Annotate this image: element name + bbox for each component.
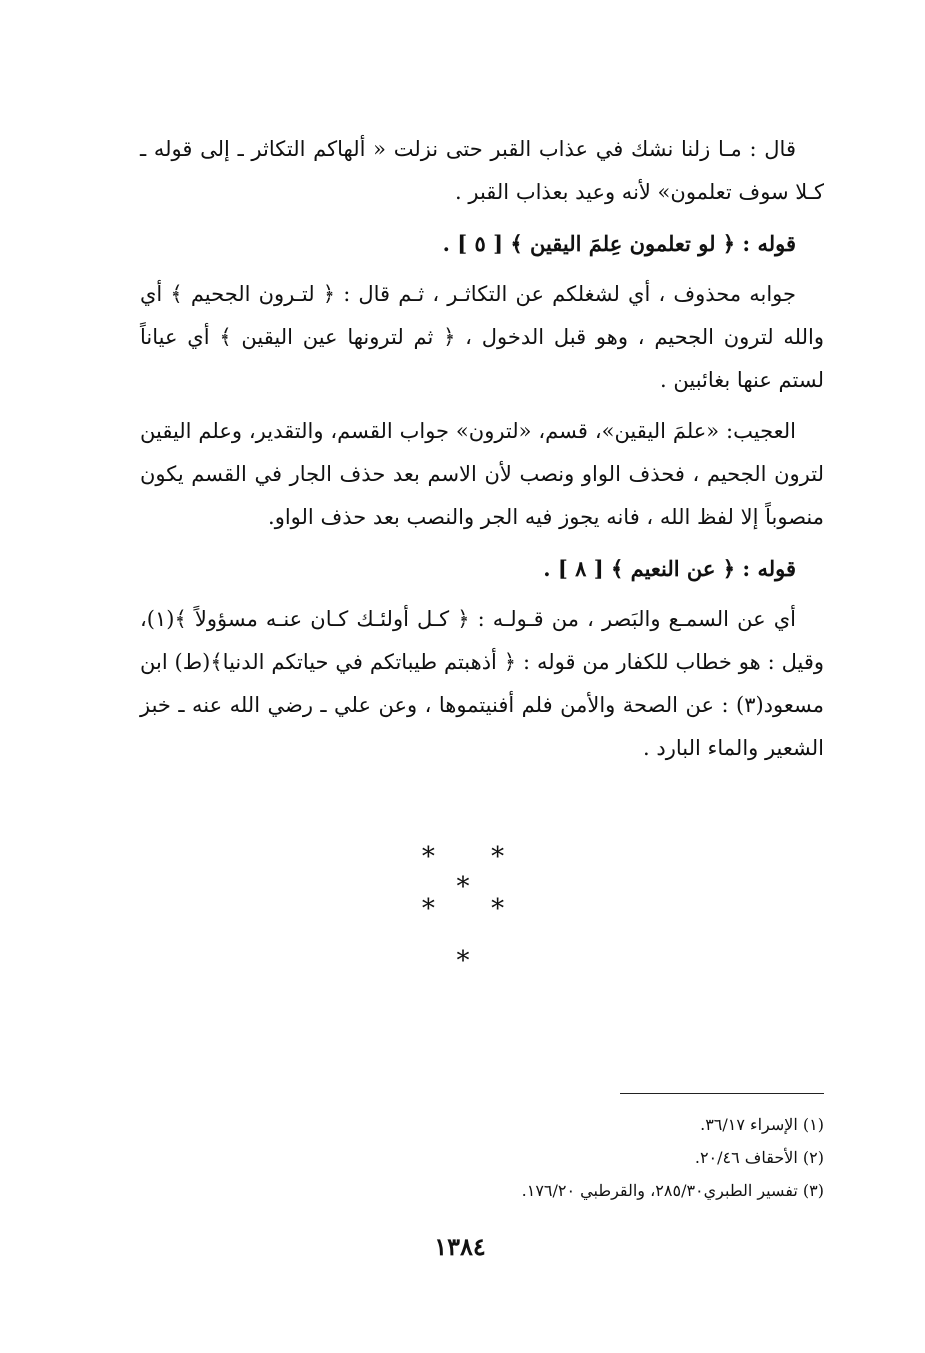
footnote-3: (٣) تفسير الطبري٢٨٥/٣٠، والقرطبي ١٧٦/٢٠. xyxy=(521,1181,824,1200)
separator-row-2: * * xyxy=(421,894,529,924)
footnote-2: (٢) الأحقاف ٢٠/٤٦. xyxy=(694,1148,824,1167)
main-text xyxy=(140,128,824,778)
paragraph-2: جوابه محذوف ، أي لشغلكم عن التكاثـر ، ثـم قال : ﴿ لتـرون الجحيم ﴾ أي والله لترون الجحيم ، وهو قبل الدخول ، ﴿ ثم لترونها عين اليقين ﴾ أي عياناً لستم عنها بغائبين . xyxy=(140,282,824,392)
quote-heading-verse-5: قوله : ﴿ لو تعلمون عِلمَ اليقين ﴾ [ ٥ ] . xyxy=(442,231,796,256)
paragraph-3: العجيب: «علمَ اليقين»، قسم، «لترون» جواب القسم، والتقدير، وعلم اليقين لترون الجحيم ، فحذف الواو ونصب لأن الاسم بعد حذف الجار في القسم يكون منصوباً إلا لفظ الله ، فانه يجوز فيه الجر والنصب بعد حذف الواو. xyxy=(140,419,824,529)
separator-row-1: * * * xyxy=(421,842,529,902)
footnote-divider xyxy=(620,1093,824,1094)
paragraph-1: قال : مـا زلنا نشك في عذاب القبر حتى نزلت « ألهاكم التكاثر ـ إلى قوله ـ كـلا سوف تعلمون» لأنه وعيد بعذاب القبر . xyxy=(140,137,824,204)
footnotes xyxy=(420,1108,824,1207)
page-number: ١٣٨٤ xyxy=(434,1232,486,1261)
separator-row-3: * xyxy=(456,946,494,976)
paragraph-4: أي عن السمـع والبَصر ، من قـولـه : ﴿ كـل أولئـك كـان عنـه مسؤولاً ﴾(١)، وقيل : هو خطاب للكفار من قوله : ﴿ أذهبتم طيباتكم في حياتكم الدنيا﴾(ط) ابن مسعود(٣) : عن الصحة والأمن فلم أفنيتموها ، وعن علي ـ رضي الله عنه ـ خبز الشعير والماء البارد . xyxy=(140,607,824,760)
section-separator xyxy=(410,842,540,998)
footnote-1: (١) الإسراء ٣٦/١٧. xyxy=(700,1115,824,1134)
quote-heading-verse-8: قوله : ﴿ عن النعيم ﴾ [ ٨ ] . xyxy=(543,556,796,581)
